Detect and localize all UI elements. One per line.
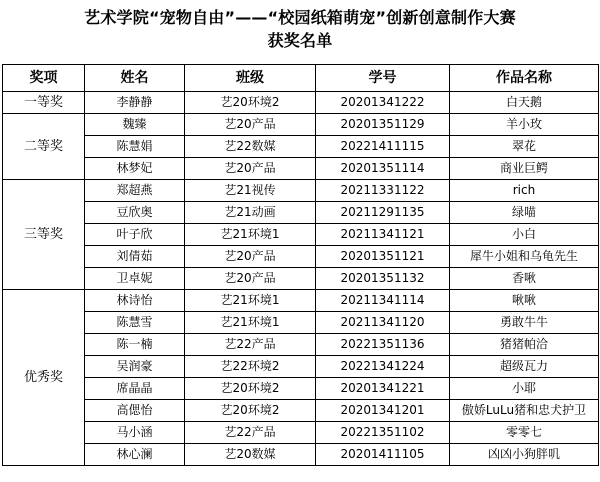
student-id-cell: 20221341224 (316, 356, 450, 378)
award-cell: 优秀奖 (3, 290, 85, 466)
work-title-cell: 傲娇LuLu猪和忠犬护卫 (450, 400, 599, 422)
award-cell: 二等奖 (3, 114, 85, 180)
table-row (3, 92, 599, 114)
class-cell: 艺20环境2 (185, 92, 316, 114)
award-cell: 三等奖 (3, 180, 85, 290)
work-title-cell: 超级瓦力 (450, 356, 599, 378)
student-id-cell: 20201351129 (316, 114, 450, 136)
work-title-cell: 啾啾 (450, 290, 599, 312)
table-row (3, 356, 599, 378)
table-row (3, 422, 599, 444)
work-title-cell: 零零七 (450, 422, 599, 444)
header-award: 奖项 (3, 65, 85, 92)
class-cell: 艺22产品 (185, 422, 316, 444)
student-id-cell: 20211341114 (316, 290, 450, 312)
award-cell: 一等奖 (3, 92, 85, 114)
student-id-cell: 20201351132 (316, 268, 450, 290)
work-title-cell: rich (450, 180, 599, 202)
name-cell: 叶子欣 (85, 224, 185, 246)
class-cell: 艺20产品 (185, 268, 316, 290)
name-cell: 高偲怡 (85, 400, 185, 422)
name-cell: 林诗怡 (85, 290, 185, 312)
table-row (3, 180, 599, 202)
table-row (3, 444, 599, 466)
name-cell: 李静静 (85, 92, 185, 114)
class-cell: 艺21动画 (185, 202, 316, 224)
student-id-cell: 20221351136 (316, 334, 450, 356)
table-row (3, 114, 599, 136)
work-title-cell: 小白 (450, 224, 599, 246)
student-id-cell: 20201341221 (316, 378, 450, 400)
page-subtitle: 获奖名单 (267, 31, 333, 50)
name-cell: 陈一楠 (85, 334, 185, 356)
student-id-cell: 20211331122 (316, 180, 450, 202)
name-cell: 林梦妃 (85, 158, 185, 180)
work-title-cell: 商业巨鳄 (450, 158, 599, 180)
header-student-id: 学号 (316, 65, 450, 92)
page-title: 艺术学院“宠物自由”——“校园纸箱萌宠”创新创意制作大赛 (84, 8, 516, 27)
student-id-cell: 20201411105 (316, 444, 450, 466)
class-cell: 艺22环境2 (185, 356, 316, 378)
class-cell: 艺21视传 (185, 180, 316, 202)
work-title-cell: 猪猪帕洽 (450, 334, 599, 356)
table-row (3, 290, 599, 312)
work-title-cell: 犀牛小姐和乌龟先生 (450, 246, 599, 268)
class-cell: 艺20数媒 (185, 444, 316, 466)
winners-table (2, 64, 599, 466)
class-cell: 艺20环境2 (185, 378, 316, 400)
table-row (3, 224, 599, 246)
table-header-row (3, 65, 599, 92)
student-id-cell: 20211291135 (316, 202, 450, 224)
work-title-cell: 白天鹅 (450, 92, 599, 114)
name-cell: 卫卓妮 (85, 268, 185, 290)
table-row (3, 158, 599, 180)
table-row (3, 268, 599, 290)
class-cell: 艺21环境1 (185, 224, 316, 246)
student-id-cell: 20221351102 (316, 422, 450, 444)
table-row (3, 246, 599, 268)
work-title-cell: 羊小玫 (450, 114, 599, 136)
work-title-cell: 凶凶小狗胖叽 (450, 444, 599, 466)
student-id-cell: 20201351121 (316, 246, 450, 268)
name-cell: 林心澜 (85, 444, 185, 466)
class-cell: 艺21环境1 (185, 312, 316, 334)
name-cell: 刘倩茹 (85, 246, 185, 268)
header-work-title: 作品名称 (450, 65, 599, 92)
student-id-cell: 20211341120 (316, 312, 450, 334)
work-title-cell: 香啾 (450, 268, 599, 290)
student-id-cell: 20211341121 (316, 224, 450, 246)
class-cell: 艺22数媒 (185, 136, 316, 158)
work-title-cell: 小耶 (450, 378, 599, 400)
student-id-cell: 20201341222 (316, 92, 450, 114)
class-cell: 艺22产品 (185, 334, 316, 356)
name-cell: 豆欣奥 (85, 202, 185, 224)
work-title-cell: 勇敢牛牛 (450, 312, 599, 334)
class-cell: 艺20环境2 (185, 400, 316, 422)
work-title-cell: 翠花 (450, 136, 599, 158)
class-cell: 艺20产品 (185, 158, 316, 180)
name-cell: 魏臻 (85, 114, 185, 136)
class-cell: 艺20产品 (185, 246, 316, 268)
class-cell: 艺21环境1 (185, 290, 316, 312)
student-id-cell: 20201341201 (316, 400, 450, 422)
name-cell: 陈慧雪 (85, 312, 185, 334)
name-cell: 陈慧娟 (85, 136, 185, 158)
name-cell: 郑超燕 (85, 180, 185, 202)
header-name: 姓名 (85, 65, 185, 92)
header-class: 班级 (185, 65, 316, 92)
table-row (3, 378, 599, 400)
student-id-cell: 20201351114 (316, 158, 450, 180)
class-cell: 艺20产品 (185, 114, 316, 136)
table-row (3, 312, 599, 334)
student-id-cell: 20221411115 (316, 136, 450, 158)
work-title-cell: 绿喵 (450, 202, 599, 224)
table-row (3, 202, 599, 224)
name-cell: 吴润豪 (85, 356, 185, 378)
table-row (3, 334, 599, 356)
name-cell: 马小涵 (85, 422, 185, 444)
name-cell: 席晶晶 (85, 378, 185, 400)
table-row (3, 136, 599, 158)
table-row (3, 400, 599, 422)
